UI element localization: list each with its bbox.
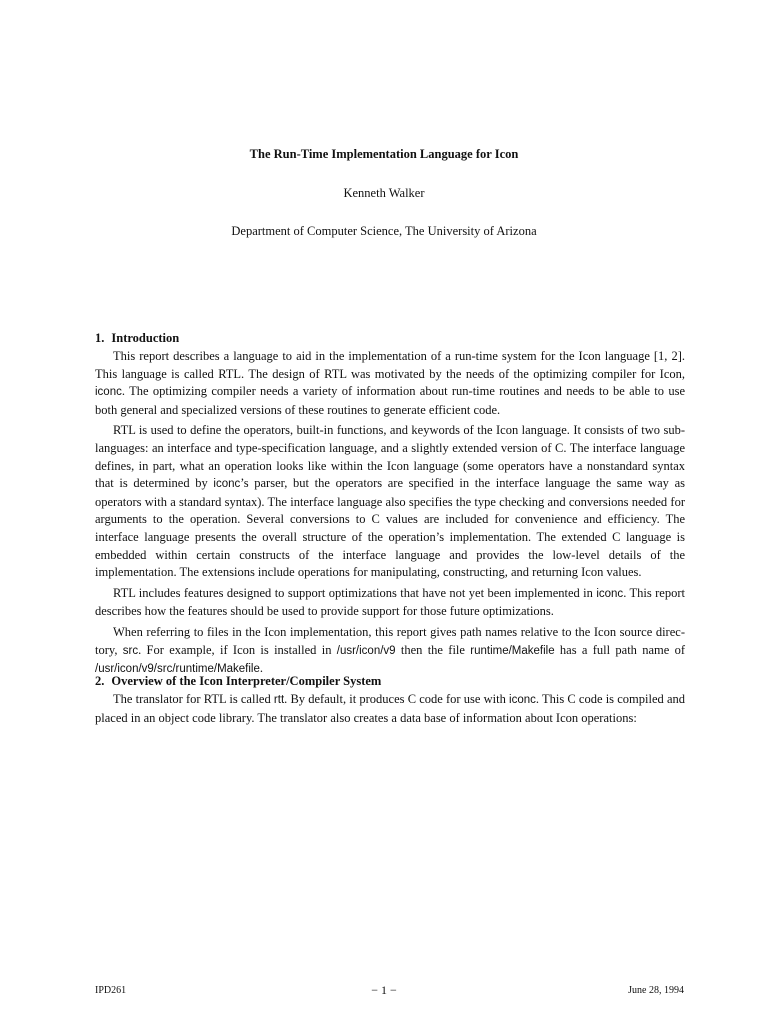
paragraph-text: ’s parser, but the operators are specified in the interface language the same way as operators with a standard syntax). The interface language also specifies the type checking and conversions needed for arguments to the operation. Several conversions to C values are included for convenience and efficiency. The interface language presents the overall structure of the operation’s implementation. The extended C language is embedded within certain constructs of the interface language and provides the low-level details of the implementation. The extensions include operations for manipulating, constructing, and returning Icon values. [95,476,685,580]
footer-date: June 28, 1994 [628,985,684,996]
paragraph-text: . This C code is compiled and placed in an object code library. The translator also creates a data base of information about Icon operations: [95,692,685,725]
paragraph [95,422,685,581]
paragraph-text: . [259,661,264,676]
code-term: iconc [509,694,536,706]
section-heading [95,673,685,689]
paragraph-text: has a full path name of [554,642,686,657]
section-heading [95,330,685,346]
document-title: The Run-Time Implementation Language for Icon [249,147,519,161]
section-overview [95,673,685,727]
paragraph-text: The translator for RTL is called [113,692,274,706]
paragraph [95,348,685,419]
document-author: Kenneth Walker [343,186,425,200]
paragraph-text: When referring to files in the Icon implementation, this report gives path names relative to the Icon source directory, [95,624,685,657]
code-term: iconc [596,587,624,600]
section-number: 1. [95,331,105,345]
section-title: Overview of the Icon Interpreter/Compiler System [111,674,382,688]
section-number: 2. [95,674,105,688]
footer-page-number: − 1 − [371,983,397,997]
code-term: rtt [273,694,285,706]
paragraph-text: . This report describes how the features should be used to provide support for those future optimizations. [95,585,685,619]
paragraph-text: then the file [395,642,471,657]
code-term: iconc [95,386,122,399]
section-introduction [95,330,685,679]
document-affiliation: Department of Computer Science, The University of Arizona [231,224,537,238]
code-term: /usr/icon/v9/src/runtime/Makefile [95,663,260,676]
paragraph-text: . The optimizing compiler needs a variety of information about run-time routines and needs to be able to use both general and specialized versions of these routines to generate efficient code. [95,384,685,417]
paragraph [95,585,685,621]
paragraph [95,691,685,727]
code-term: iconc [213,478,241,491]
paragraph-text: This report describes a language to aid in the implementation of a run-time system for the Icon language [1, 2]. This language is called RTL. The design of RTL was motivated by the needs of the optimizing compiler for Icon, [95,349,685,381]
paragraph-text: . By default, it produces C code for use with [284,692,510,706]
footer-report-id: IPD261 [95,985,127,996]
paragraph-text: RTL includes features designed to support optimizations that have not yet been implemented in [113,585,597,600]
paragraph-text: . For example, if Icon is installed in [138,642,337,657]
paragraph [95,624,685,679]
code-term: runtime/Makefile [470,644,555,657]
paragraph-text: RTL is used to define the operators, built-in functions, and keywords of the Icon language. It consists of two sub-languages: an interface and type-specification language, and a slightly extended version of C. The interface language defines, in part, what an operation looks like within the Icon language (some operators have a nonstandard syntax that is determined by [95,423,685,491]
code-term: src [122,644,139,657]
code-term: /usr/icon/v9 [336,644,396,657]
section-title: Introduction [111,331,180,345]
